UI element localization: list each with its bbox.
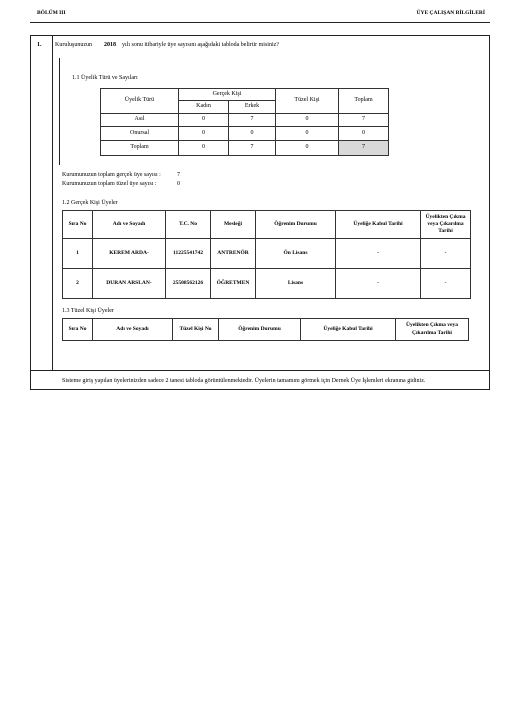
- total-legal-members-label: Kurumunuzun toplam tüzel üye sayısı :: [62, 181, 157, 187]
- row-label: Asıl: [101, 114, 179, 127]
- column-header-order-no: Sıra No: [63, 211, 93, 239]
- column-header-real-person: Gerçek Kişi: [179, 89, 276, 101]
- table-cell: 0: [276, 127, 339, 141]
- table-cell: 7: [229, 141, 276, 156]
- column-header-order-no: Sıra No: [63, 319, 93, 341]
- column-header-legal-person: Tüzel Kişi: [276, 89, 339, 114]
- occupation-cell: ANTRENÖR: [211, 239, 256, 269]
- table-row: [101, 127, 389, 141]
- section-1-1-frame-line: [59, 58, 60, 165]
- table-cell: 0: [276, 114, 339, 127]
- full-name-cell: DURAN ARSLAN-: [93, 269, 166, 299]
- table-row: [101, 141, 389, 156]
- column-header-education: Öğrenim Durumu: [219, 319, 301, 341]
- table-cell: 0: [229, 127, 276, 141]
- question-text-before: Kuruluşunuzun: [55, 42, 92, 48]
- real-members-table: [62, 210, 471, 299]
- total-legal-members-value: 0: [177, 181, 180, 187]
- occupation-cell: ÖĞRETMEN: [211, 269, 256, 299]
- column-header-occupation: Mesleği: [211, 211, 256, 239]
- question-text-after: yılı sonu itibariyle üye sayısını aşağıdaki tabloda belirtir misiniz?: [122, 42, 279, 48]
- number-column-divider: [52, 35, 53, 370]
- total-real-members-label: Kurumunuzun toplam gerçek üye sayısı :: [62, 172, 161, 178]
- full-name-cell: KEREM ARDA-: [93, 239, 166, 269]
- grand-total-cell: 7: [339, 141, 389, 156]
- total-real-members-value: 7: [177, 172, 180, 178]
- page-title: ÜYE ÇALIŞAN BİLGİLERİ: [416, 10, 485, 16]
- table-cell: 0: [339, 127, 389, 141]
- table-cell: 0: [276, 141, 339, 156]
- question-year: 2018: [104, 42, 116, 48]
- table-header-row: [63, 319, 469, 341]
- section-heading-real-members: 1.2 Gerçek Kişi Üyeler: [62, 200, 118, 206]
- join-date-cell: -: [336, 239, 421, 269]
- row-label: Toplam: [101, 141, 179, 156]
- column-header-leave-date: Üyelikten Çıkma veya Çıkarılma Tarihi: [396, 319, 469, 341]
- table-cell: 7: [339, 114, 389, 127]
- join-date-cell: -: [336, 269, 421, 299]
- column-header-full-name: Adı ve Soyadı: [93, 211, 166, 239]
- membership-types-table: [100, 88, 389, 156]
- table-row: [63, 239, 471, 269]
- order-no-cell: 1: [63, 239, 93, 269]
- question-number: 1.: [37, 42, 42, 48]
- column-header-join-date: Üyeliğe Kabul Tarihi: [336, 211, 421, 239]
- table-row: [101, 114, 389, 127]
- column-header-membership-type: Üyelik Türü: [101, 89, 179, 114]
- header-rule: [30, 22, 490, 23]
- table-row: [63, 269, 471, 299]
- order-no-cell: 2: [63, 269, 93, 299]
- education-cell: Lisans: [256, 269, 336, 299]
- id-number-cell: 25508562126: [166, 269, 211, 299]
- column-header-legal-person-no: Tüzel Kişi No: [173, 319, 219, 341]
- table-cell: 7: [229, 114, 276, 127]
- column-header-full-name: Adı ve Soyadı: [93, 319, 173, 341]
- footer-divider: [30, 370, 490, 371]
- leave-date-cell: -: [421, 269, 471, 299]
- section-heading-legal-members: 1.3 Tüzel Kişi Üyeler: [62, 308, 114, 314]
- table-cell: 0: [179, 141, 229, 156]
- table-header-row: [101, 89, 389, 101]
- column-header-total: Toplam: [339, 89, 389, 114]
- column-header-female: Kadın: [179, 101, 229, 114]
- row-label: Onursal: [101, 127, 179, 141]
- leave-date-cell: -: [421, 239, 471, 269]
- table-cell: 0: [179, 114, 229, 127]
- legal-members-table: [62, 318, 469, 341]
- education-cell: Ön Lisans: [256, 239, 336, 269]
- section-heading-membership-types: 1.1 Üyelik Türü ve Sayıları: [72, 75, 138, 81]
- id-number-cell: 11225541742: [166, 239, 211, 269]
- section-label: BÖLÜM III: [37, 10, 66, 16]
- column-header-male: Erkek: [229, 101, 276, 114]
- table-header-row: [63, 211, 471, 239]
- column-header-leave-date: Üyelikten Çıkma veya Çıkarılma Tarihi: [421, 211, 471, 239]
- column-header-education: Öğrenim Durumu: [256, 211, 336, 239]
- table-cell: 0: [179, 127, 229, 141]
- footer-note: Sisteme giriş yapılan üyelerinizden sadece 2 tanesi tabloda görüntülenmektedir. Üyelerin tamamını görmek için Dernek Üye İşlemleri ekranına gidiniz.: [62, 378, 426, 384]
- column-header-id-number: T.C. No: [166, 211, 211, 239]
- column-header-join-date: Üyeliğe Kabul Tarihi: [301, 319, 396, 341]
